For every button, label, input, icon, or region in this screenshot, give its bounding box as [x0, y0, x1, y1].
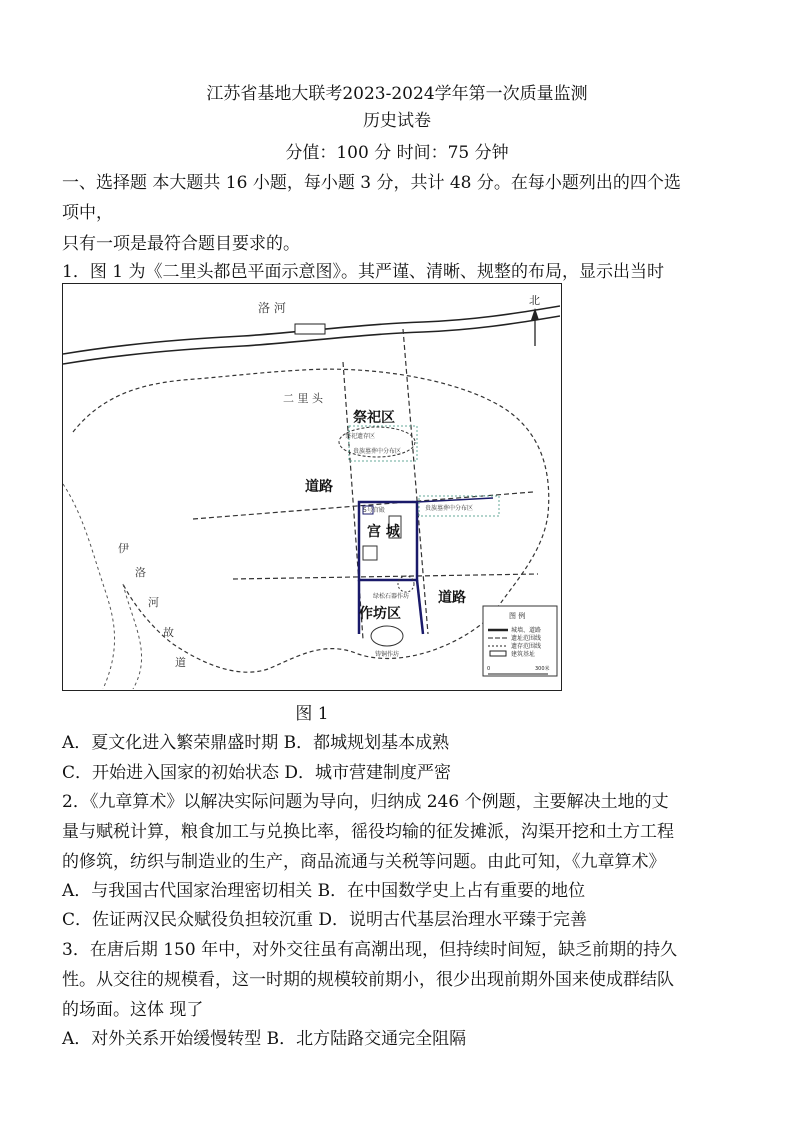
section-intro-2: 项中，	[62, 203, 113, 223]
scale-end: 300米	[535, 666, 550, 672]
river-bridge	[295, 324, 325, 334]
exam-meta: 分值：100 分 时间：75 分钟	[285, 143, 509, 163]
q3-stem-3: 的场面。这体 现了	[62, 1000, 204, 1020]
label-ritual-sub1: 祭祀遗存区	[345, 433, 376, 440]
exam-subject: 历史试卷	[363, 111, 431, 131]
legend-item-building: 建筑基址	[511, 651, 536, 658]
label-palace: 宫 城	[367, 524, 400, 540]
label-yiluo-5: 道	[175, 656, 186, 669]
q3-stem-2: 性。从交往的规模看，这一时期的规模较前期小，很少出现前期外国来使成群结队	[62, 970, 674, 990]
q2-stem-1: 2．《九章算术》以解决实际问题为导向，归纳成 246 个例题，主要解决土地的丈	[62, 792, 669, 812]
palace-building-3	[363, 546, 377, 560]
turquoise-workshop-outline	[398, 576, 414, 592]
label-luo-river: 洛 河	[258, 301, 286, 315]
legend-item-remains: 遗存范围线	[511, 643, 542, 650]
road-west-east-2	[233, 574, 538, 579]
luo-river-south	[63, 316, 560, 364]
figure-caption: 图 1	[295, 704, 329, 724]
label-yiluo-3: 河	[148, 596, 159, 609]
q2-options-cd: C．佐证两汉民众赋役负担较沉重 D．说明古代基层治理水平臻于完善	[62, 910, 588, 930]
label-east-box: 贵族墓葬中分布区	[425, 505, 474, 512]
label-yiluo-2: 洛	[135, 566, 146, 579]
q3-options-ab: A．对外关系开始缓慢转型 B．北方陆路交通完全阻隔	[62, 1029, 467, 1049]
q2-options-ab: A．与我国古代国家治理密切相关 B．在中国数学史上占有重要的地位	[62, 881, 586, 901]
label-erlitou: 二 里 头	[283, 392, 323, 405]
legend-title: 图 例	[509, 612, 526, 620]
legend-item-wall: 城墙、道路	[511, 627, 542, 634]
label-yiluo-4: 故	[163, 626, 174, 639]
erlitou-map-figure	[62, 283, 562, 691]
label-north: 北	[529, 294, 540, 307]
label-turquoise-workshop: 绿松石器作坊	[373, 593, 410, 600]
label-workshop-area: 作坊区	[359, 606, 401, 622]
section-intro-3: 只有一项是最符合题目要求的。	[62, 234, 300, 254]
q1-options-cd: C．开始进入国家的初始状态 D．城市营建制度严密	[62, 763, 452, 783]
q2-stem-3: 的修筑，纺织与制造业的生产，商品流通与关税等问题。由此可知，《九章算术》	[62, 852, 666, 872]
bronze-workshop-outline	[371, 626, 403, 646]
site-boundary	[73, 369, 549, 672]
section-intro-1: 一、选择题 本大题共 16 小题，每小题 3 分，共计 48 分。在每小题列出的四个选	[62, 173, 681, 193]
label-palace-sub: 5号宫殿	[363, 507, 385, 514]
label-road-left: 道路	[305, 479, 333, 495]
exam-title: 江苏省基地大联考2023-2024学年第一次质量监测	[206, 84, 588, 104]
label-road-right: 道路	[438, 590, 466, 606]
label-ritual-sub2: 贵族墓葬中分布区	[353, 448, 402, 455]
q2-stem-2: 量与赋税计算，粮食加工与兑换比率，徭役均输的征发摊派，沟渠开挖和土方工程	[62, 822, 674, 842]
q3-stem-1: 3．在唐后期 150 年中，对外交往虽有高潮出现，但持续时间短，缺乏前期的持久	[62, 940, 678, 960]
label-bronze-workshop: 铸铜作坊	[375, 651, 400, 658]
q1-stem: 1．图 1 为《二里头都邑平面示意图》。其严谨、清晰、规整的布局，显示出当时	[62, 262, 664, 282]
road-north-south-2	[403, 329, 428, 634]
map-svg	[63, 284, 560, 689]
scale-start: 0	[487, 666, 491, 672]
yiluo-old-course	[63, 484, 115, 689]
q1-options-ab: A．夏文化进入繁荣鼎盛时期 B．都城规划基本成熟	[62, 733, 450, 753]
legend-item-site: 遗址范围线	[511, 635, 542, 642]
label-yiluo-1: 伊	[118, 542, 129, 555]
palace-south-wall-2	[417, 580, 423, 634]
label-ritual-area: 祭祀区	[353, 410, 395, 426]
